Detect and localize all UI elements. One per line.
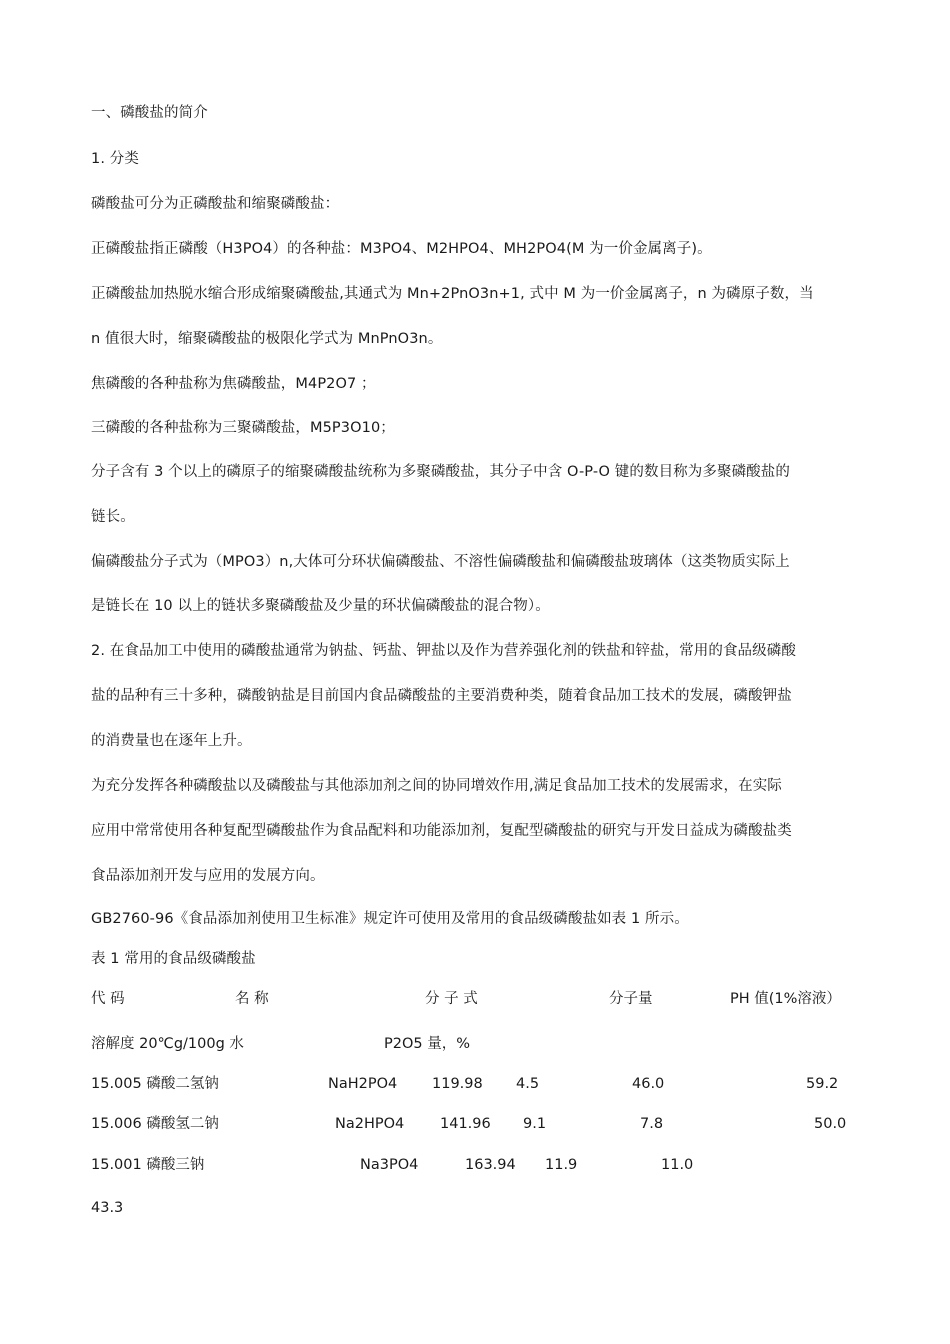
table-header-cell: P2O5 量，% [384,1036,470,1052]
table-trailing-value: 43.3 [91,1200,124,1216]
paragraph-line: 的消费量也在逐年上升。 [91,733,252,749]
table-cell: 163.94 [465,1157,516,1173]
table-cell: 4.5 [516,1076,540,1092]
paragraph-line: 偏磷酸盐分子式为（MPO3）n,大体可分环状偏磷酸盐、不溶性偏磷酸盐和偏磷酸盐玻璃体（这类物质实际上 [91,554,790,570]
paragraph-line: 链长。 [91,509,135,525]
paragraph-line: 食品添加剂开发与应用的发展方向。 [91,868,325,884]
paragraph-line: 三磷酸的各种盐称为三聚磷酸盐，M5P3O10； [91,420,395,436]
paragraph-line: 2. 在食品加工中使用的磷酸盐通常为钠盐、钙盐、钾盐以及作为营养强化剂的铁盐和锌盐，常用的食品级磷酸 [91,643,796,659]
paragraph-line: 分子含有 3 个以上的磷原子的缩聚磷酸盐统称为多聚磷酸盐，其分子中含 O-P-O 键的数目称为多聚磷酸盐的 [91,464,790,480]
paragraph-line: 正磷酸盐指正磷酸（H3PO4）的各种盐：M3PO4、M2HPO4、MH2PO4(M 为一价金属离子)。 [91,241,712,257]
table-cell: 59.2 [806,1076,839,1092]
table-cell: 15.005 磷酸二氢钠 [91,1076,219,1092]
table-header-cell: 分子量 [609,991,653,1007]
section-heading: 一、磷酸盐的简介 [91,105,208,121]
table-cell: 9.1 [523,1116,547,1132]
table-header-cell: 溶解度 20℃g/100g 水 [91,1036,244,1052]
table-header-cell: 代 码 [91,991,125,1007]
table-header-cell: 分 子 式 [425,991,478,1007]
table-cell: 15.006 磷酸氢二钠 [91,1116,219,1132]
paragraph-line: GB2760-96《食品添加剂使用卫生标准》规定许可使用及常用的食品级磷酸盐如表 1 所示。 [91,911,689,927]
table-cell: Na3PO4 [360,1157,419,1173]
paragraph-line: 应用中常常使用各种复配型磷酸盐作为食品配料和功能添加剂，复配型磷酸盐的研究与开发日益成为磷酸盐类 [91,823,792,839]
paragraph-line: 盐的品种有三十多种，磷酸钠盐是目前国内食品磷酸盐的主要消费种类，随着食品加工技术的发展，磷酸钾盐 [91,688,792,704]
paragraph-line: n 值很大时，缩聚磷酸盐的极限化学式为 MnPnO3n。 [91,331,443,347]
table-cell: 141.96 [440,1116,491,1132]
paragraph-line: 磷酸盐可分为正磷酸盐和缩聚磷酸盐： [91,196,340,212]
paragraph-line: 是链长在 10 以上的链状多聚磷酸盐及少量的环状偏磷酸盐的混合物）。 [91,598,550,614]
table-caption: 表 1 常用的食品级磷酸盐 [91,951,256,967]
table-cell: NaH2PO4 [328,1076,398,1092]
table-cell: 11.0 [661,1157,694,1173]
table-cell: 15.001 磷酸三钠 [91,1157,205,1173]
table-cell: 7.8 [640,1116,664,1132]
paragraph-line: 为充分发挥各种磷酸盐以及磷酸盐与其他添加剂之间的协同增效作用,满足食品加工技术的发展需求，在实际 [91,778,782,794]
table-header-cell: 名 称 [235,991,269,1007]
table-cell: 119.98 [432,1076,483,1092]
paragraph-line: 正磷酸盐加热脱水缩合形成缩聚磷酸盐,其通式为 Mn+2PnO3n+1, 式中 M 为一价金属离子，n 为磷原子数，当 [91,286,814,302]
table-header-cell: PH 值(1%溶液） [730,991,841,1007]
table-cell: Na2HPO4 [335,1116,405,1132]
table-cell: 50.0 [814,1116,847,1132]
paragraph-line: 焦磷酸的各种盐称为焦磷酸盐，M4P2O7 ； [91,376,376,392]
table-cell: 46.0 [632,1076,665,1092]
table-cell: 11.9 [545,1157,578,1173]
subsection-heading: 1. 分类 [91,151,139,167]
